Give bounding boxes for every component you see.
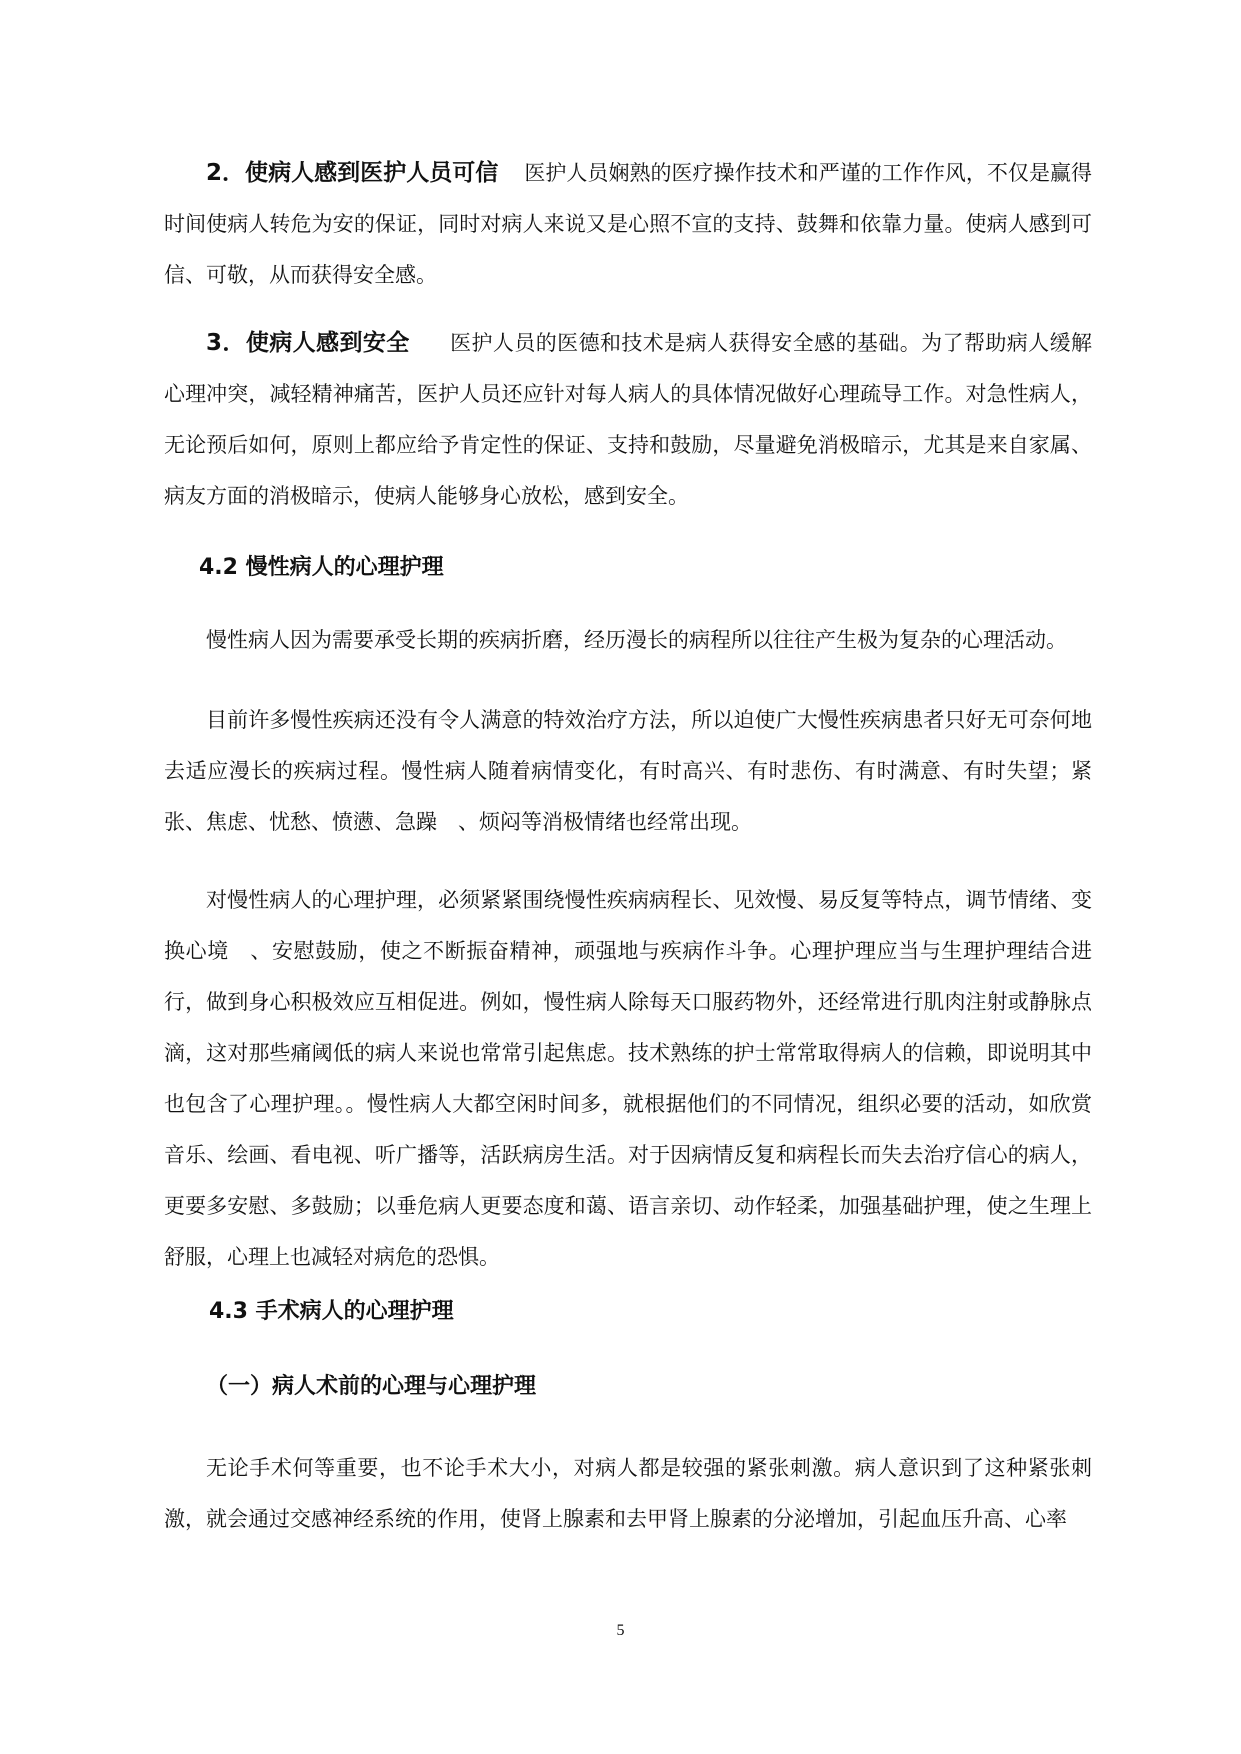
item-3-paragraph bbox=[164, 318, 1092, 522]
page-number: 5 bbox=[616, 1622, 625, 1639]
section-4-3-heading-wrap bbox=[164, 1292, 1092, 1332]
section-4-2-p1-wrap bbox=[164, 615, 1092, 666]
item-3-title: 3．使病人感到安全 bbox=[206, 330, 410, 356]
section-4-2-paragraph-3: 对慢性病人的心理护理，必须紧紧围绕慢性疾病病程长、见效慢、易反复等特点，调节情绪、变换心境 、安慰鼓励，使之不断振奋精神，顽强地与疾病作斗争。心理护理应当与生理护理结合进行，做到身心积极效应互相促进。例如，慢性病人除每天口服药物外，还经常进行肌肉注射或静脉点滴，这对那些痛阈低的病人来说也常常引起焦虑。技术熟练的护士常常取得病人的信赖，即说明其中也包含了心理护理。。慢性病人大都空闲时间多，就根据他们的不同情况，组织必要的活动，如欣赏音乐、绘画、看电视、听广播等，活跃病房生活。对于因病情反复和病程长而失去治疗信心的病人，更要多安慰、多鼓励；以垂危病人更要态度和蔼、语言亲切、动作轻柔，加强基础护理，使之生理上舒服，心理上也减轻对病危的恐惧。 bbox=[164, 888, 1092, 1269]
section-4-3-p1-wrap bbox=[164, 1443, 1092, 1545]
item-3-section bbox=[164, 318, 1092, 522]
item-2-title: 2．使病人感到医护人员可信 bbox=[206, 160, 499, 186]
item-2-text: 医护人员娴熟的医疗操作技术和严谨的工作作风，不仅是赢得时间使病人转危为安的保证，同时对病人来说又是心照不宣的支持、鼓舞和依靠力量。使病人感到可信、可敬，从而获得安全感。 bbox=[164, 161, 1092, 287]
section-4-2-paragraph-2: 目前许多慢性疾病还没有令人满意的特效治疗方法，所以迫使广大慢性疾病患者只好无可奈何地去适应漫长的疾病过程。慢性病人随着病情变化，有时高兴、有时悲伤、有时满意、有时失望；紧张、焦虑、忧愁、愤懑、急躁 、烦闷等消极情绪也经常出现。 bbox=[164, 708, 1092, 834]
section-4-3-subheading-wrap bbox=[164, 1367, 1092, 1407]
section-4-3-heading: 4.3 手术病人的心理护理 bbox=[209, 1299, 454, 1324]
section-4-3-subheading: （一）病人术前的心理与心理护理 bbox=[206, 1374, 537, 1399]
section-4-2-heading-wrap bbox=[164, 548, 1092, 588]
section-4-2-heading: 4.2 慢性病人的心理护理 bbox=[199, 555, 444, 580]
item-3-text: 医护人员的医德和技术是病人获得安全感的基础。为了帮助病人缓解心理冲突，减轻精神痛苦，医护人员还应针对每人病人的具体情况做好心理疏导工作。对急性病人，无论预后如何，原则上都应给予肯定性的保证、支持和鼓励，尽量避免消极暗示，尤其是来自家属、病友方面的消极暗示，使病人能够身心放松，感到安全。 bbox=[164, 331, 1092, 508]
item-2-section bbox=[164, 148, 1092, 301]
section-4-3-paragraph-1: 无论手术何等重要，也不论手术大小，对病人都是较强的紧张刺激。病人意识到了这种紧张刺激，就会通过交感神经系统的作用，使肾上腺素和去甲肾上腺素的分泌增加，引起血压升高、心率 bbox=[164, 1456, 1092, 1531]
section-4-2-paragraph-1: 慢性病人因为需要承受长期的疾病折磨，经历漫长的病程所以往往产生极为复杂的心理活动。 bbox=[206, 628, 1067, 652]
item-2-paragraph bbox=[164, 148, 1092, 301]
section-4-2-p3-wrap bbox=[164, 875, 1092, 1283]
section-4-2-p2-wrap bbox=[164, 695, 1092, 848]
